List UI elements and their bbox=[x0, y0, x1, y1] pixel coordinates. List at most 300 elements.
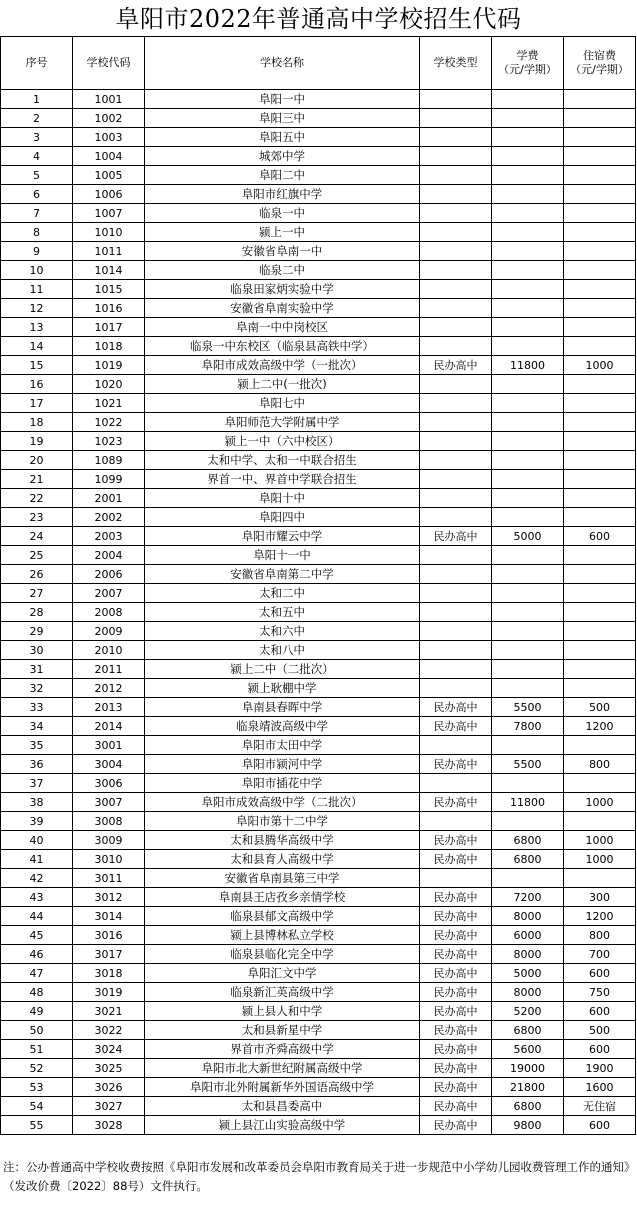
cell-seq: 21 bbox=[1, 470, 73, 489]
cell-tuition bbox=[492, 223, 564, 242]
cell-tuition: 7800 bbox=[492, 717, 564, 736]
header-lodging: 住宿费 （元/学期） bbox=[564, 37, 636, 90]
cell-seq: 43 bbox=[1, 888, 73, 907]
cell-seq: 39 bbox=[1, 812, 73, 831]
cell-tuition: 7200 bbox=[492, 888, 564, 907]
cell-code: 1022 bbox=[73, 413, 145, 432]
table-row bbox=[1, 907, 636, 926]
table-row bbox=[1, 964, 636, 983]
cell-code: 3017 bbox=[73, 945, 145, 964]
cell-code: 1016 bbox=[73, 299, 145, 318]
cell-tuition bbox=[492, 565, 564, 584]
cell-lodging bbox=[564, 869, 636, 888]
cell-lodging: 1000 bbox=[564, 356, 636, 375]
cell-tuition bbox=[492, 185, 564, 204]
cell-tuition bbox=[492, 546, 564, 565]
cell-type: 民办高中 bbox=[420, 1040, 492, 1059]
cell-code: 1089 bbox=[73, 451, 145, 470]
cell-name: 太和县昌委高中 bbox=[145, 1097, 420, 1116]
cell-seq: 37 bbox=[1, 774, 73, 793]
cell-name: 安徽省阜南实验中学 bbox=[145, 299, 420, 318]
cell-code: 2003 bbox=[73, 527, 145, 546]
cell-lodging: 300 bbox=[564, 888, 636, 907]
cell-seq: 41 bbox=[1, 850, 73, 869]
table-row bbox=[1, 413, 636, 432]
cell-type: 民办高中 bbox=[420, 831, 492, 850]
cell-name: 太和五中 bbox=[145, 603, 420, 622]
cell-lodging bbox=[564, 413, 636, 432]
cell-tuition bbox=[492, 375, 564, 394]
school-code-table bbox=[0, 36, 636, 1135]
cell-lodging: 600 bbox=[564, 1040, 636, 1059]
cell-tuition bbox=[492, 261, 564, 280]
cell-name: 临泉一中 bbox=[145, 204, 420, 223]
cell-type bbox=[420, 660, 492, 679]
cell-name: 颍上县江山实验高级中学 bbox=[145, 1116, 420, 1135]
cell-name: 太和中学、太和一中联合招生 bbox=[145, 451, 420, 470]
cell-code: 3027 bbox=[73, 1097, 145, 1116]
cell-lodging: 600 bbox=[564, 1116, 636, 1135]
cell-name: 阜南县春晖中学 bbox=[145, 698, 420, 717]
cell-code: 3007 bbox=[73, 793, 145, 812]
cell-seq: 27 bbox=[1, 584, 73, 603]
cell-seq: 26 bbox=[1, 565, 73, 584]
cell-tuition bbox=[492, 774, 564, 793]
cell-name: 阜阳市北外附属新华外国语高级中学 bbox=[145, 1078, 420, 1097]
cell-seq: 15 bbox=[1, 356, 73, 375]
header-code: 学校代码 bbox=[73, 37, 145, 90]
header-name: 学校名称 bbox=[145, 37, 420, 90]
cell-seq: 19 bbox=[1, 432, 73, 451]
cell-seq: 12 bbox=[1, 299, 73, 318]
cell-seq: 32 bbox=[1, 679, 73, 698]
cell-name: 颍上一中（六中校区） bbox=[145, 432, 420, 451]
cell-type bbox=[420, 603, 492, 622]
cell-lodging bbox=[564, 261, 636, 280]
cell-seq: 55 bbox=[1, 1116, 73, 1135]
cell-code: 1003 bbox=[73, 128, 145, 147]
cell-lodging bbox=[564, 109, 636, 128]
cell-lodging bbox=[564, 679, 636, 698]
cell-type bbox=[420, 622, 492, 641]
cell-code: 3022 bbox=[73, 1021, 145, 1040]
cell-seq: 8 bbox=[1, 223, 73, 242]
cell-tuition: 9800 bbox=[492, 1116, 564, 1135]
cell-tuition bbox=[492, 660, 564, 679]
cell-type bbox=[420, 318, 492, 337]
cell-code: 2008 bbox=[73, 603, 145, 622]
cell-lodging bbox=[564, 280, 636, 299]
table-row bbox=[1, 679, 636, 698]
cell-code: 3009 bbox=[73, 831, 145, 850]
cell-type bbox=[420, 128, 492, 147]
cell-lodging bbox=[564, 432, 636, 451]
cell-lodging: 500 bbox=[564, 1021, 636, 1040]
cell-tuition bbox=[492, 109, 564, 128]
cell-lodging bbox=[564, 489, 636, 508]
cell-seq: 45 bbox=[1, 926, 73, 945]
cell-type bbox=[420, 375, 492, 394]
cell-seq: 40 bbox=[1, 831, 73, 850]
cell-type: 民办高中 bbox=[420, 888, 492, 907]
table-row bbox=[1, 546, 636, 565]
cell-code: 1017 bbox=[73, 318, 145, 337]
cell-code: 1007 bbox=[73, 204, 145, 223]
cell-seq: 31 bbox=[1, 660, 73, 679]
cell-lodging bbox=[564, 128, 636, 147]
cell-seq: 49 bbox=[1, 1002, 73, 1021]
table-row bbox=[1, 508, 636, 527]
table-row bbox=[1, 90, 636, 109]
cell-seq: 46 bbox=[1, 945, 73, 964]
cell-seq: 22 bbox=[1, 489, 73, 508]
cell-type bbox=[420, 432, 492, 451]
table-row bbox=[1, 527, 636, 546]
cell-seq: 54 bbox=[1, 1097, 73, 1116]
cell-lodging bbox=[564, 166, 636, 185]
cell-tuition: 11800 bbox=[492, 793, 564, 812]
cell-tuition bbox=[492, 736, 564, 755]
table-row bbox=[1, 603, 636, 622]
table-row bbox=[1, 717, 636, 736]
cell-seq: 13 bbox=[1, 318, 73, 337]
page-title: 阜阳市2022年普通高中学校招生代码 bbox=[115, 5, 522, 33]
table-row bbox=[1, 945, 636, 964]
table-row bbox=[1, 983, 636, 1002]
cell-seq: 20 bbox=[1, 451, 73, 470]
cell-name: 阜阳市太田中学 bbox=[145, 736, 420, 755]
cell-name: 临泉新汇英高级中学 bbox=[145, 983, 420, 1002]
cell-name: 城郊中学 bbox=[145, 147, 420, 166]
table-row bbox=[1, 1097, 636, 1116]
cell-type bbox=[420, 641, 492, 660]
cell-type bbox=[420, 204, 492, 223]
cell-seq: 4 bbox=[1, 147, 73, 166]
cell-seq: 23 bbox=[1, 508, 73, 527]
cell-seq: 35 bbox=[1, 736, 73, 755]
cell-tuition bbox=[492, 394, 564, 413]
cell-name: 阜阳十中 bbox=[145, 489, 420, 508]
cell-code: 2007 bbox=[73, 584, 145, 603]
cell-seq: 38 bbox=[1, 793, 73, 812]
cell-code: 3010 bbox=[73, 850, 145, 869]
cell-type bbox=[420, 337, 492, 356]
cell-lodging bbox=[564, 641, 636, 660]
cell-type bbox=[420, 413, 492, 432]
cell-type: 民办高中 bbox=[420, 1002, 492, 1021]
cell-seq: 9 bbox=[1, 242, 73, 261]
table-row bbox=[1, 812, 636, 831]
cell-name: 临泉县临化完全中学 bbox=[145, 945, 420, 964]
cell-lodging bbox=[564, 90, 636, 109]
cell-code: 3025 bbox=[73, 1059, 145, 1078]
cell-code: 2009 bbox=[73, 622, 145, 641]
footnote: 注：公办普通高中学校收费按照《阜阳市发展和改革委员会阜阳市教育局关于进一步规范中小学幼儿园收费管理工作的通知》（发改价费〔2022〕88号）文件执行。 bbox=[3, 1160, 630, 1193]
cell-type: 民办高中 bbox=[420, 1021, 492, 1040]
table-row bbox=[1, 280, 636, 299]
cell-code: 2014 bbox=[73, 717, 145, 736]
table-body bbox=[1, 90, 636, 1135]
cell-tuition: 5000 bbox=[492, 527, 564, 546]
cell-seq: 44 bbox=[1, 907, 73, 926]
table-row bbox=[1, 356, 636, 375]
cell-type bbox=[420, 90, 492, 109]
cell-tuition: 6800 bbox=[492, 831, 564, 850]
cell-lodging bbox=[564, 204, 636, 223]
cell-tuition bbox=[492, 622, 564, 641]
cell-tuition bbox=[492, 679, 564, 698]
cell-code: 2012 bbox=[73, 679, 145, 698]
cell-code: 1011 bbox=[73, 242, 145, 261]
cell-lodging: 500 bbox=[564, 698, 636, 717]
cell-lodging: 1000 bbox=[564, 850, 636, 869]
cell-tuition: 5500 bbox=[492, 755, 564, 774]
cell-type bbox=[420, 508, 492, 527]
table-row bbox=[1, 888, 636, 907]
table-row bbox=[1, 1002, 636, 1021]
cell-name: 颍上二中(一批次) bbox=[145, 375, 420, 394]
cell-type: 民办高中 bbox=[420, 356, 492, 375]
cell-name: 阜阳市成效高级中学（一批次） bbox=[145, 356, 420, 375]
cell-tuition: 5200 bbox=[492, 1002, 564, 1021]
cell-lodging: 600 bbox=[564, 964, 636, 983]
cell-tuition: 5500 bbox=[492, 698, 564, 717]
cell-type: 民办高中 bbox=[420, 926, 492, 945]
cell-seq: 48 bbox=[1, 983, 73, 1002]
cell-tuition bbox=[492, 869, 564, 888]
cell-code: 3012 bbox=[73, 888, 145, 907]
cell-name: 太和县腾华高级中学 bbox=[145, 831, 420, 850]
cell-seq: 11 bbox=[1, 280, 73, 299]
cell-type bbox=[420, 470, 492, 489]
table-row bbox=[1, 337, 636, 356]
cell-seq: 25 bbox=[1, 546, 73, 565]
cell-seq: 34 bbox=[1, 717, 73, 736]
table-row bbox=[1, 318, 636, 337]
table-row bbox=[1, 394, 636, 413]
cell-lodging bbox=[564, 736, 636, 755]
cell-seq: 3 bbox=[1, 128, 73, 147]
cell-type bbox=[420, 546, 492, 565]
cell-type bbox=[420, 261, 492, 280]
cell-name: 太和六中 bbox=[145, 622, 420, 641]
cell-lodging bbox=[564, 147, 636, 166]
cell-tuition bbox=[492, 299, 564, 318]
cell-code: 1014 bbox=[73, 261, 145, 280]
cell-seq: 42 bbox=[1, 869, 73, 888]
cell-tuition bbox=[492, 641, 564, 660]
cell-lodging bbox=[564, 584, 636, 603]
cell-tuition bbox=[492, 432, 564, 451]
cell-type: 民办高中 bbox=[420, 983, 492, 1002]
cell-type bbox=[420, 394, 492, 413]
cell-lodging bbox=[564, 223, 636, 242]
cell-type: 民办高中 bbox=[420, 1116, 492, 1135]
cell-code: 3016 bbox=[73, 926, 145, 945]
cell-code: 3008 bbox=[73, 812, 145, 831]
cell-code: 1020 bbox=[73, 375, 145, 394]
cell-code: 2004 bbox=[73, 546, 145, 565]
cell-type bbox=[420, 565, 492, 584]
cell-name: 阜阳二中 bbox=[145, 166, 420, 185]
cell-name: 阜阳七中 bbox=[145, 394, 420, 413]
header-tuition: 学费 （元/学期） bbox=[492, 37, 564, 90]
header-seq: 序号 bbox=[1, 37, 73, 90]
cell-type bbox=[420, 584, 492, 603]
cell-tuition bbox=[492, 603, 564, 622]
cell-code: 2002 bbox=[73, 508, 145, 527]
cell-lodging bbox=[564, 337, 636, 356]
cell-name: 阜阳汇文中学 bbox=[145, 964, 420, 983]
cell-tuition: 8000 bbox=[492, 983, 564, 1002]
cell-name: 临泉县郁文高级中学 bbox=[145, 907, 420, 926]
cell-name: 太和二中 bbox=[145, 584, 420, 603]
cell-tuition: 5600 bbox=[492, 1040, 564, 1059]
cell-type: 民办高中 bbox=[420, 964, 492, 983]
cell-type: 民办高中 bbox=[420, 527, 492, 546]
cell-lodging: 无住宿 bbox=[564, 1097, 636, 1116]
cell-tuition bbox=[492, 451, 564, 470]
cell-type bbox=[420, 109, 492, 128]
cell-name: 临泉一中东校区（临泉县高铁中学） bbox=[145, 337, 420, 356]
table-row bbox=[1, 489, 636, 508]
cell-tuition bbox=[492, 128, 564, 147]
cell-tuition bbox=[492, 90, 564, 109]
header-type: 学校类型 bbox=[420, 37, 492, 90]
cell-code: 3019 bbox=[73, 983, 145, 1002]
cell-seq: 24 bbox=[1, 527, 73, 546]
table-row bbox=[1, 755, 636, 774]
cell-type bbox=[420, 869, 492, 888]
cell-name: 阜阳市红旗中学 bbox=[145, 185, 420, 204]
cell-lodging: 1200 bbox=[564, 717, 636, 736]
cell-type: 民办高中 bbox=[420, 945, 492, 964]
cell-type: 民办高中 bbox=[420, 755, 492, 774]
cell-code: 3024 bbox=[73, 1040, 145, 1059]
cell-type: 民办高中 bbox=[420, 850, 492, 869]
table-row bbox=[1, 736, 636, 755]
cell-seq: 5 bbox=[1, 166, 73, 185]
cell-lodging: 600 bbox=[564, 1002, 636, 1021]
cell-code: 1001 bbox=[73, 90, 145, 109]
cell-seq: 53 bbox=[1, 1078, 73, 1097]
cell-name: 阜阳五中 bbox=[145, 128, 420, 147]
cell-tuition bbox=[492, 318, 564, 337]
cell-lodging bbox=[564, 546, 636, 565]
table-row bbox=[1, 926, 636, 945]
cell-tuition: 11800 bbox=[492, 356, 564, 375]
cell-code: 1005 bbox=[73, 166, 145, 185]
table-row bbox=[1, 565, 636, 584]
cell-lodging bbox=[564, 375, 636, 394]
cell-name: 太和县新星中学 bbox=[145, 1021, 420, 1040]
cell-name: 阜阳市颍河中学 bbox=[145, 755, 420, 774]
cell-tuition bbox=[492, 166, 564, 185]
table-row bbox=[1, 869, 636, 888]
cell-seq: 29 bbox=[1, 622, 73, 641]
cell-tuition bbox=[492, 508, 564, 527]
cell-name: 临泉田家炳实验中学 bbox=[145, 280, 420, 299]
cell-tuition bbox=[492, 489, 564, 508]
cell-code: 1002 bbox=[73, 109, 145, 128]
cell-name: 阜阳一中 bbox=[145, 90, 420, 109]
cell-name: 阜阳市第十二中学 bbox=[145, 812, 420, 831]
cell-seq: 28 bbox=[1, 603, 73, 622]
cell-lodging bbox=[564, 565, 636, 584]
cell-tuition bbox=[492, 470, 564, 489]
cell-tuition: 8000 bbox=[492, 907, 564, 926]
cell-tuition: 21800 bbox=[492, 1078, 564, 1097]
cell-lodging: 1000 bbox=[564, 793, 636, 812]
cell-lodging bbox=[564, 451, 636, 470]
cell-type bbox=[420, 280, 492, 299]
cell-name: 阜阳四中 bbox=[145, 508, 420, 527]
cell-name: 阜南一中中岗校区 bbox=[145, 318, 420, 337]
cell-code: 3018 bbox=[73, 964, 145, 983]
cell-type: 民办高中 bbox=[420, 1059, 492, 1078]
cell-lodging: 800 bbox=[564, 926, 636, 945]
cell-type: 民办高中 bbox=[420, 1078, 492, 1097]
cell-code: 1010 bbox=[73, 223, 145, 242]
cell-name: 临泉靖波高级中学 bbox=[145, 717, 420, 736]
cell-tuition bbox=[492, 242, 564, 261]
cell-tuition bbox=[492, 337, 564, 356]
table-row bbox=[1, 204, 636, 223]
cell-seq: 36 bbox=[1, 755, 73, 774]
cell-lodging bbox=[564, 185, 636, 204]
cell-lodging: 1200 bbox=[564, 907, 636, 926]
cell-seq: 14 bbox=[1, 337, 73, 356]
cell-name: 界首一中、界首中学联合招生 bbox=[145, 470, 420, 489]
cell-code: 2011 bbox=[73, 660, 145, 679]
cell-type bbox=[420, 489, 492, 508]
cell-name: 太和县育人高级中学 bbox=[145, 850, 420, 869]
cell-type bbox=[420, 185, 492, 204]
cell-seq: 10 bbox=[1, 261, 73, 280]
cell-seq: 50 bbox=[1, 1021, 73, 1040]
cell-name: 阜阳市耀云中学 bbox=[145, 527, 420, 546]
cell-lodging: 1900 bbox=[564, 1059, 636, 1078]
cell-code: 3006 bbox=[73, 774, 145, 793]
cell-seq: 7 bbox=[1, 204, 73, 223]
cell-lodging bbox=[564, 660, 636, 679]
cell-tuition: 8000 bbox=[492, 945, 564, 964]
table-row bbox=[1, 1116, 636, 1135]
cell-seq: 33 bbox=[1, 698, 73, 717]
cell-name: 界首市齐舜高级中学 bbox=[145, 1040, 420, 1059]
cell-code: 3021 bbox=[73, 1002, 145, 1021]
cell-name: 阜阳市北大新世纪附属高级中学 bbox=[145, 1059, 420, 1078]
cell-lodging bbox=[564, 299, 636, 318]
table-row bbox=[1, 128, 636, 147]
cell-type bbox=[420, 812, 492, 831]
table-row bbox=[1, 622, 636, 641]
cell-type bbox=[420, 774, 492, 793]
cell-tuition bbox=[492, 280, 564, 299]
cell-lodging bbox=[564, 318, 636, 337]
cell-tuition: 5000 bbox=[492, 964, 564, 983]
cell-code: 1006 bbox=[73, 185, 145, 204]
cell-lodging bbox=[564, 242, 636, 261]
cell-code: 1019 bbox=[73, 356, 145, 375]
cell-type: 民办高中 bbox=[420, 793, 492, 812]
cell-seq: 30 bbox=[1, 641, 73, 660]
cell-tuition bbox=[492, 204, 564, 223]
table-row bbox=[1, 147, 636, 166]
cell-name: 阜阳师范大学附属中学 bbox=[145, 413, 420, 432]
cell-code: 1021 bbox=[73, 394, 145, 413]
cell-code: 1099 bbox=[73, 470, 145, 489]
